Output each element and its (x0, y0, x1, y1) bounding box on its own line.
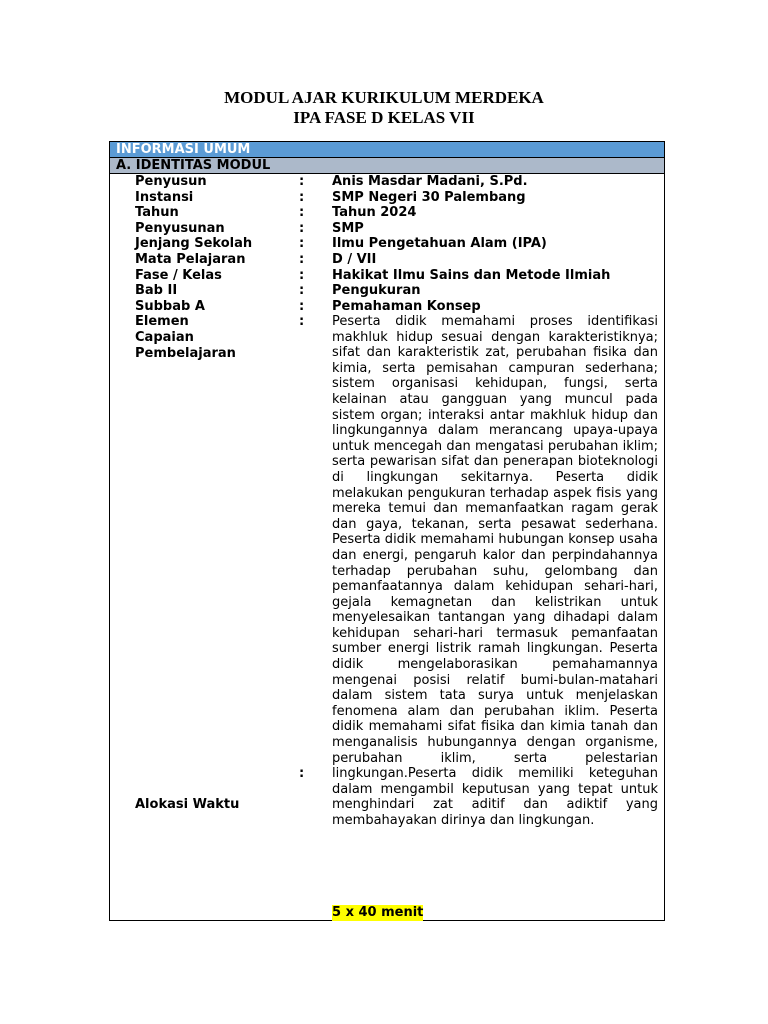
identity-row-subbab (110, 299, 664, 315)
colon-separator: : (299, 205, 305, 221)
identity-label: Penyusunan (135, 220, 225, 236)
identity-value: D / VII (332, 252, 377, 267)
alokasi-colon-row (110, 766, 664, 782)
identity-value: Hakikat Ilmu Sains dan Metode Ilmiah (332, 267, 611, 283)
identity-row-bab (110, 283, 664, 299)
identity-row-fase-kelas (110, 268, 664, 284)
informasi-umum-header: INFORMASI UMUM (110, 142, 664, 158)
title-line-2: IPA FASE D KELAS VII (293, 108, 475, 127)
identity-label: Penyusun (135, 174, 207, 189)
identity-label: Tahun (135, 205, 179, 221)
capaian-pembelajaran-text: Peserta didik memahami proses identifikasi makhluk hidup sesuai dengan karakteristiknya; sifat dan karakteristik zat, perubahan fisika dan kimia, serta pemisahan campuran sederhana; sistem organisasi kehidupan, fungsi, serta kelainan atau gangguan yang muncul pada sistem organ; interaksi antar makhluk hidup dan lingkungannya dalam merancang upaya-upaya untuk mencegah dan mengatasi perubahan iklim; serta pewarisan sifat dan penerapan bioteknologi di lingkungan sekitarnya. Peserta didik melakukan pengukuran terhadap aspek fisis yang mereka temui dan memanfaatkan ragam gerak dan gaya, tekanan, serta pesawat sederhana. Peserta didik memahami hubungan konsep usaha dan energi, pengaruh kalor dan perpindahannya terhadap perubahan suhu, gelombang dan pemanfaatannya dalam kehidupan sehari-hari, gejala kemagnetan dan kelistrikan untuk menyelesaikan tantangan yang dihadapi dalam kehidupan sehari-hari termasuk pemanfaatan sumber energi listrik ramah lingkungan. Peserta didik mengelaborasikan pemahamannya mengenai posisi relatif bumi-bulan-matahari dalam sistem tata surya untuk menjelaskan fenomena alam dan perubahan iklim. Peserta didik memahami sifat fisika dan kimia tanah dan menganalisis hubungannya dengan organisme, perubahan iklim, serta pelestarian lingkungan.Peserta didik memiliki keteguhan dalam mengambil keputusan yang tepat untuk menghindari zat aditif dan adiktif yang membahayakan dirinya dan lingkungan. (332, 314, 658, 828)
identity-value: SMP (332, 220, 364, 236)
identity-row-mata-pelajaran (110, 252, 664, 268)
identity-label: Instansi (135, 189, 194, 205)
colon-separator: : (299, 189, 305, 205)
identity-value: SMP Negeri 30 Palembang (332, 189, 526, 205)
colon-separator: : (299, 236, 305, 252)
identity-label: Bab II (135, 283, 178, 299)
colon-separator: : (299, 174, 305, 189)
identity-value: Pemahaman Konsep (332, 298, 481, 314)
identity-row-instansi (110, 190, 664, 206)
identity-label: Subbab A (135, 298, 205, 314)
pembelajaran-label: Pembelajaran (135, 345, 236, 361)
identity-row-tahun (110, 205, 664, 221)
identity-value: Tahun 2024 (332, 205, 417, 221)
elemen-label: Elemen (135, 314, 189, 330)
colon-separator: : (299, 283, 305, 299)
colon-separator: : (299, 298, 305, 314)
document-title (0, 88, 768, 128)
capaian-label: Capaian (135, 330, 194, 345)
identity-value: Pengukuran (332, 283, 421, 299)
colon-separator: : (299, 314, 305, 330)
colon-separator: : (299, 267, 305, 283)
title-line-1: MODUL AJAR KURIKULUM MERDEKA (224, 88, 544, 107)
identity-value: Ilmu Pengetahuan Alam (IPA) (332, 236, 547, 252)
identity-row-jenjang-sekolah (110, 236, 664, 252)
colon-separator: : (299, 252, 305, 267)
alokasi-waktu-value: 5 x 40 menit (332, 905, 424, 920)
colon-separator: : (299, 220, 305, 236)
alokasi-waktu-label: Alokasi Waktu (135, 797, 240, 812)
identity-label: Jenjang Sekolah (135, 236, 253, 252)
identity-value: Anis Masdar Madani, S.Pd. (332, 174, 528, 189)
identitas-modul-header: A. IDENTITAS MODUL (110, 158, 664, 174)
identity-label: Fase / Kelas (135, 267, 222, 283)
identity-row-penyusun (110, 174, 664, 190)
colon-separator: : (299, 766, 305, 781)
module-info-table (109, 141, 665, 921)
alokasi-waktu-row (110, 797, 664, 813)
identity-label: Mata Pelajaran (135, 252, 246, 267)
identity-row-penyusunan (110, 221, 664, 237)
